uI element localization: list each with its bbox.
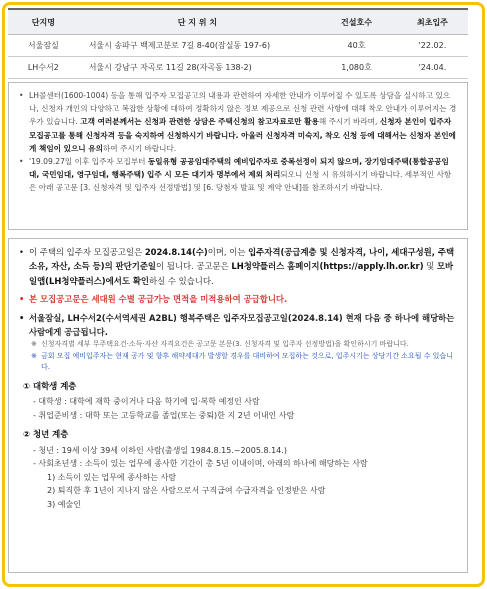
notice-bold: 모바일앱(LH청약플러스)에서도 확인 bbox=[29, 261, 454, 286]
cell: 서울시 강남구 자곡로 11길 28(자곡동 138-2) bbox=[79, 57, 316, 79]
notice-text: 이며, 이는 bbox=[207, 247, 249, 257]
notice-text: '19.09.27일 이후 입주자 모집부터 bbox=[29, 157, 146, 167]
notice-bullet-red bbox=[19, 292, 457, 306]
sub-list-item: 1) 소득이 있는 업무에 종사하는 사람 bbox=[47, 472, 177, 482]
cell: '24.04. bbox=[397, 57, 468, 79]
cell: 서울시 송파구 백제고분로 7길 8-40(잠실동 197-6) bbox=[79, 35, 316, 57]
cell: LH수서2 bbox=[8, 57, 79, 79]
homepage-link[interactable]: LH청약플러스 홈페이지(https://apply.lh.or.kr) bbox=[231, 261, 424, 272]
cell: 1,080호 bbox=[316, 57, 397, 79]
notice-bold: 동일유형 공공임대주택의 예비입주자로 중복선정이 되지 않으며, 장기임대주택(통합공공임대, 국민임대, 영구임대, 행복주택) 입주 시 모든 대기자 명부에서 제외 처리 bbox=[29, 157, 449, 180]
sub-list-item: 3) 예술인 bbox=[47, 499, 81, 509]
complex-table bbox=[8, 8, 468, 79]
col-header: 단지명 bbox=[8, 9, 79, 35]
notice-bullet bbox=[19, 89, 457, 155]
notice-bold: 입주자격(공급계층 및 신청자격, 나이, 세대구성원, 주택소유, 자산, 소득 등)의 판단기준일 bbox=[29, 247, 455, 272]
notice-text: 이 주택의 입주자 모집공고일은 bbox=[29, 247, 145, 257]
list-item: - 청년 : 19세 이상 39세 이하인 사람(출생일 1984.8.15.~2005.8.14.) bbox=[33, 445, 287, 455]
table-row bbox=[8, 35, 468, 57]
notice-text: 해 주시기 바라며, bbox=[318, 117, 378, 127]
notice-red-text: 본 모집공고문은 세대원 수별 공급가능 면적을 미적용하여 공급합니다. bbox=[29, 294, 288, 305]
notice-text: 하여 주시기 바랍니다. bbox=[102, 143, 177, 153]
notice-text: LH콜센터(1600-1004) 등을 통해 입주자 모집공고의 내용과 관련하여 자세한 안내가 이루어질 수 있도록 상담을 실시하고 있으나, 신청자 개인의 다양하고 복잡한 상황에 대하여 정확하지 않은 정보 제공으로 신청 관련 사항에 대해 착오 안내가 이루어지는 경우가 있습니다. bbox=[29, 91, 457, 127]
cell: '22.02. bbox=[397, 35, 468, 57]
col-header: 최초입주 bbox=[397, 9, 468, 35]
cell: 40호 bbox=[316, 35, 397, 57]
col-header: 건설호수 bbox=[316, 9, 397, 35]
sub-list-item: 2) 퇴직한 후 1년이 지나지 않은 사람으로서 구직급여 수급자격을 인정받은 사람 bbox=[47, 486, 326, 496]
list-item: - 사회초년생 : 소득이 있는 업무에 종사한 기간이 총 5년 이내이며, 아래의 하나에 해당하는 사람 bbox=[33, 459, 368, 469]
cell: 서울잠실 bbox=[8, 35, 79, 57]
note-text: ※ 신청자격별 세부 무주택요건·소득·자산 자격요건은 공고문 본문(3. 신청자격 및 입주자 선정방법)을 확인하시기 바랍니다. bbox=[19, 339, 457, 351]
notice-text: 및 bbox=[423, 261, 437, 272]
list-item: - 취업준비생 : 대학 또는 고등학교를 졸업(또는 중퇴)한 지 2년 이내인 사람 bbox=[33, 410, 295, 420]
table-header-row bbox=[8, 9, 468, 35]
consultation-notice-box bbox=[8, 82, 468, 230]
notice-text: 하실 수 있습니다. bbox=[149, 275, 214, 286]
notice-bullet bbox=[19, 245, 457, 288]
notice-bullet bbox=[19, 311, 457, 340]
notice-bullet bbox=[19, 155, 457, 195]
notice-bold: 신청자 본인이 입주자 모집공고를 통해 신청자격 등을 숙지하여 신청하시기 바랍니다. 아울러 신청자격 미숙지, 착오 신청 등에 대해서는 신청자 본인에게 책임이 있으니 유의 bbox=[29, 117, 456, 153]
table-row bbox=[8, 57, 468, 79]
section-title-youth: ② 청년 계층 bbox=[23, 429, 69, 440]
col-header: 단 지 위 치 bbox=[79, 9, 316, 35]
list-item: - 대학생 : 대학에 재학 중이거나 다음 학기에 입·복학 예정인 사람 bbox=[33, 397, 260, 407]
notice-bold: 고객 여러분께서는 신청과 관련한 상담은 주택신청의 참고자료로만 활용 bbox=[80, 117, 319, 127]
section-title-university: ① 대학생 계층 bbox=[23, 380, 77, 391]
notice-text: 되오니 신청 시 유의하시기 바랍니다. 세부적인 사항은 아래 공고문 [3. 신청자격 및 입주자 선정방법] 및 [6. 당첨자 발표 및 계약 안내]를 참조하시기 바랍니다. bbox=[29, 170, 452, 193]
notice-bold: 서울잠실, LH수서2(수서역세권 A2BL) 행복주택은 입주자모집공고일(2024.8.14) 현재 다음 중 하나에 해당하는 사람에게 공급됩니다. bbox=[29, 312, 455, 338]
announcement-date: 2024.8.14(수) bbox=[144, 247, 208, 257]
eligibility-notice-box bbox=[8, 238, 468, 573]
note-text-blue: ※ 금회 모집 예비입주자는 현재 공가 및 향후 해약세대가 발생할 경우를 대비하여 모집하는 것으로, 입주시기는 상당기간 소요될 수 있습니다. bbox=[19, 351, 457, 374]
notice-text: 이 됩니다. 공고문은 bbox=[156, 261, 232, 272]
